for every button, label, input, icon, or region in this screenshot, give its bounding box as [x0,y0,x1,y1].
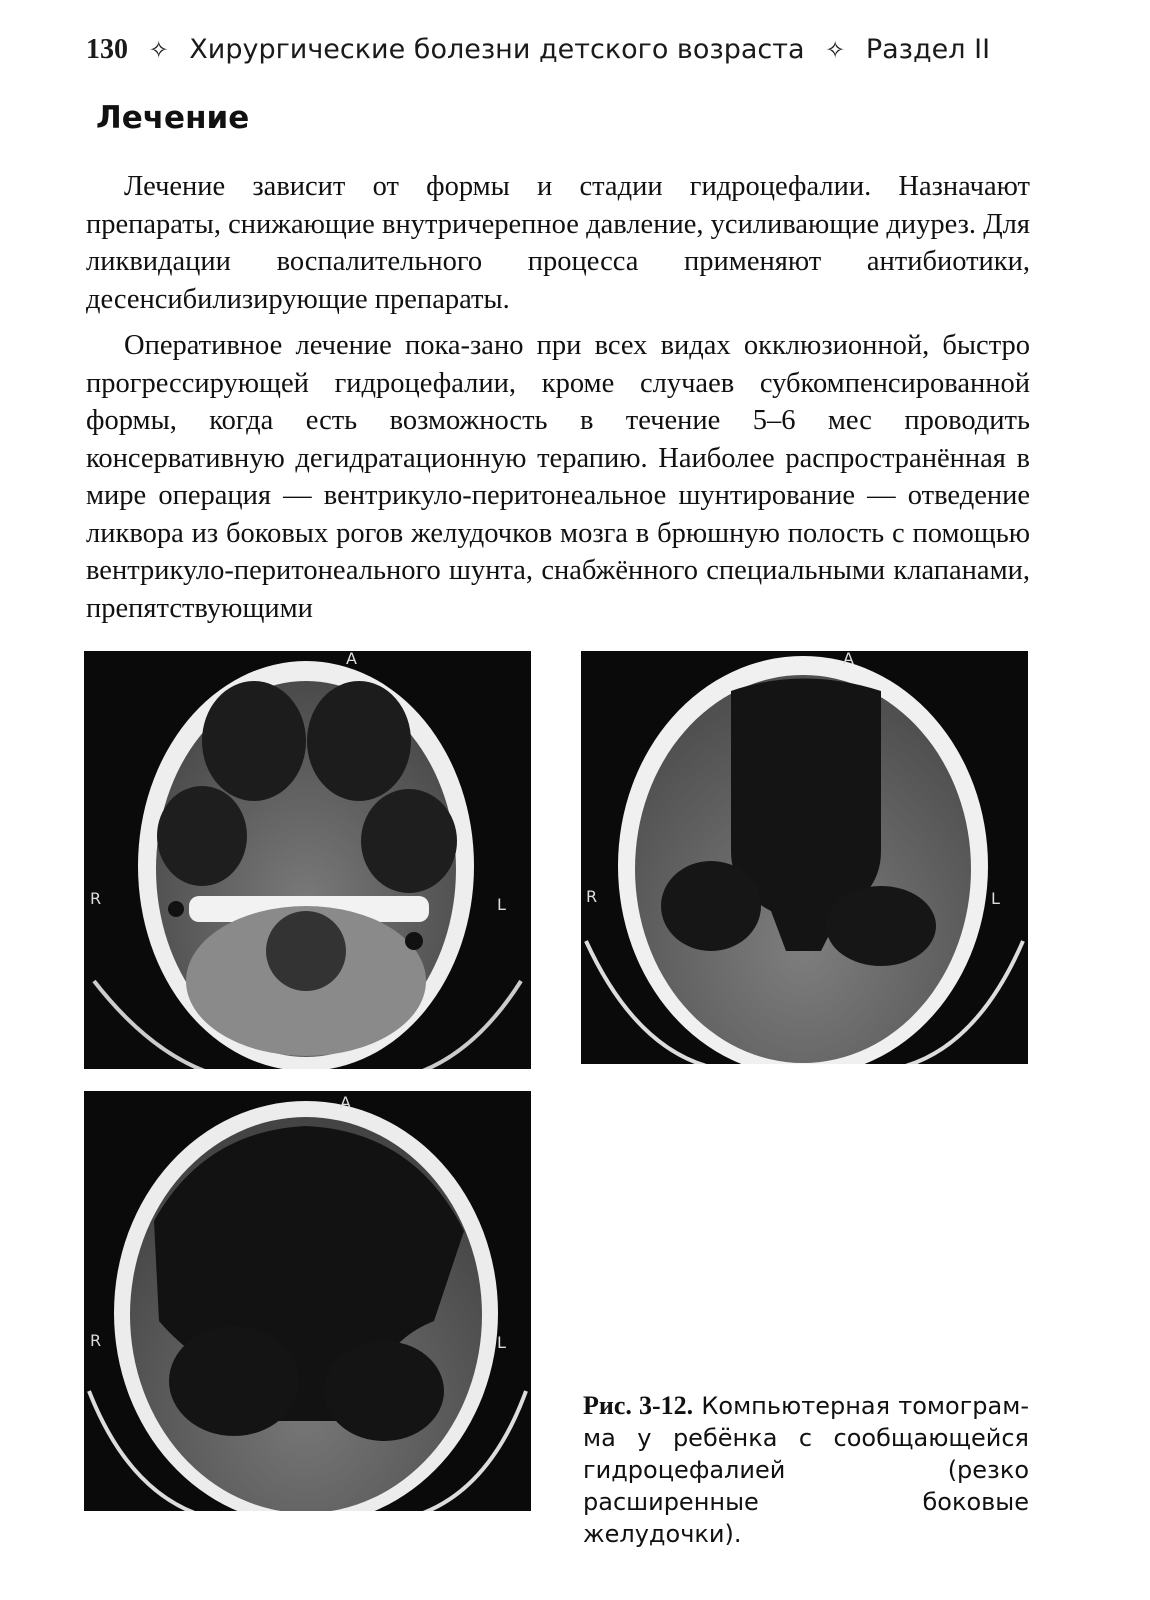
running-header [86,34,990,66]
separator-icon: ✧ [148,36,169,64]
book-title: Хирургические болезни детского возраста [189,34,805,65]
orientation-right: R [586,887,598,906]
ct-scan-image-2 [581,651,1028,1064]
figure-label: Рис. 3-12. [583,1391,694,1420]
section-title: Лечение [96,100,250,136]
orientation-right: R [90,1331,102,1350]
ct-scan-drawing-2 [581,651,1028,1064]
orientation-anterior: A [346,651,357,668]
ct-scan-drawing-1 [84,651,531,1069]
separator-icon: ✧ [825,36,846,64]
ct-scan-image-1 [84,651,531,1069]
section-name: Раздел II [865,34,991,65]
page-number: 130 [86,34,128,65]
orientation-right: R [90,889,102,908]
body-text [86,168,1030,627]
orientation-left: L [497,1333,506,1352]
paragraph-surgery: Оперативное лечение пока-зано при всех видах окклюзионной, быстро прогрессирующей гидроцефалии, кроме случаев субкомпенсированной формы, когда есть возможность в течение 5–6 мес проводить консервативную дегидратационную терапию. Наиболее распространённая в мире операция — вентрикуло-перитонеальное шунтирование — отведение ликвора из боковых рогов желудочков мозга в брюшную полость с помощью вентрикуло-перитонеального шунта, снабжённого специальными клапанами, препятствующими [86,330,1030,624]
figure-caption-text: Компьютерная томограмма у ребёнка с сообщающейся гидроцефалией (резко расширенные боковые желудочки). [583,1392,1030,1548]
ct-scan-drawing-3 [84,1091,531,1511]
ct-scan-image-3 [84,1091,531,1511]
orientation-anterior: A [340,1093,351,1112]
figure-caption [583,1390,1029,1550]
orientation-left: L [497,895,506,914]
orientation-left: L [991,889,1000,908]
orientation-anterior: A [843,651,854,668]
paragraph-treatment: Лечение зависит от формы и стадии гидроцефалии. Назначают препараты, снижающие внутричерепное давление, усиливающие диурез. Для ликвидации воспалительного процесса применяют антибиотики, десенсибилизирующие препараты. [86,171,1030,315]
